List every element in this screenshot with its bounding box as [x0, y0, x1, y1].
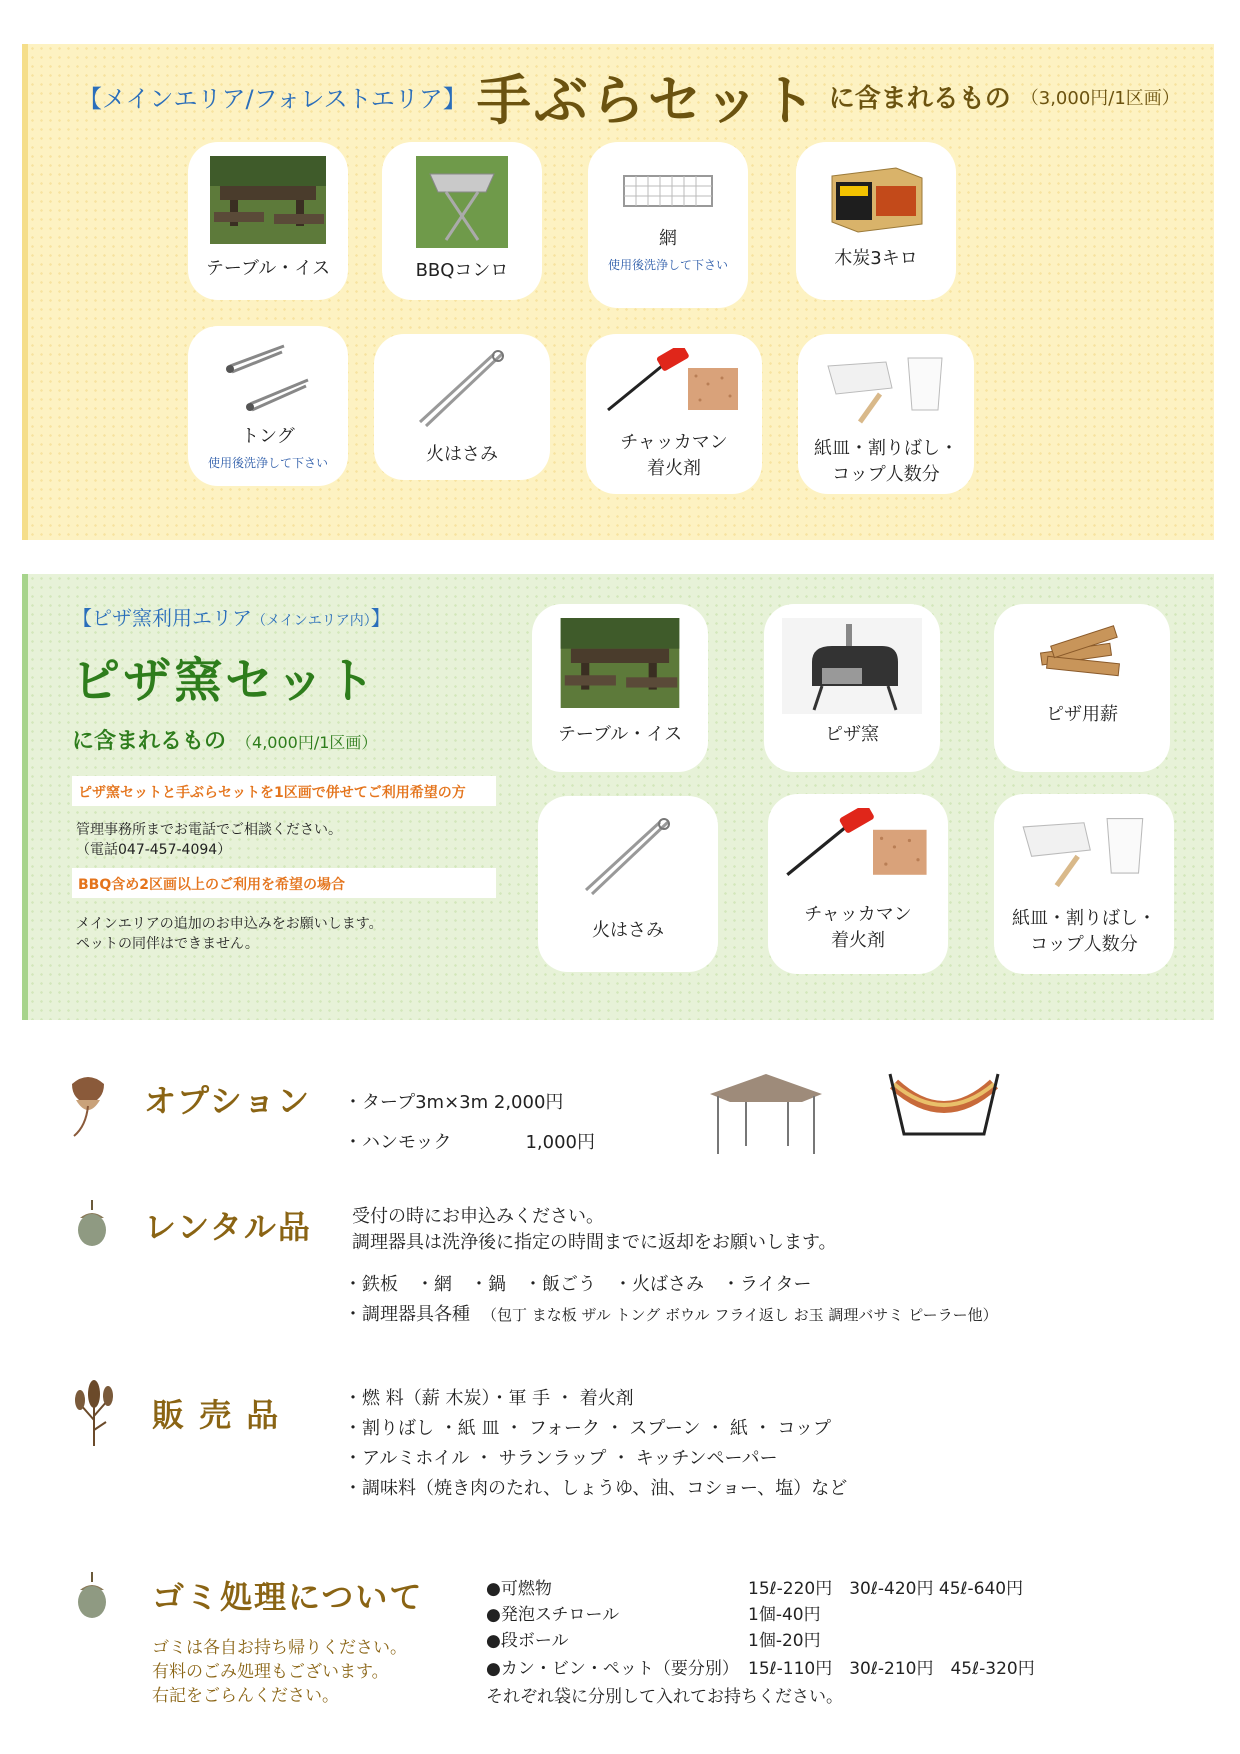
area-label: 【メインエリア/フォレストエリア】	[78, 85, 467, 113]
item-card-bbq-grill	[382, 142, 542, 300]
area-sub-text: （メインエリア内）	[252, 613, 371, 629]
fire-tongs-icon	[414, 348, 510, 432]
bbq-grill-photo-icon	[416, 156, 508, 248]
area-text: 【ピザ窯利用エリア	[72, 606, 252, 630]
item-label: 網	[659, 228, 677, 249]
item-label-2: 着火剤	[831, 930, 885, 951]
sales-line-2: ・割りばし ・紙 皿 ・ フォーク ・ スプーン ・ 紙 ・ コップ	[344, 1418, 832, 1439]
item-card-lighter	[768, 794, 948, 974]
garbage-price: 15ℓ-220円 30ℓ-420円 45ℓ-640円	[748, 1579, 1024, 1599]
item-card-table	[188, 142, 348, 300]
garbage-note-line: ゴミは各自お持ち帰りください。	[152, 1638, 407, 1658]
multi-area-note: BBQ含め2区画以上のご利用を希望の場合	[72, 868, 496, 898]
item-label: BBQコンロ	[415, 260, 509, 281]
table-bench-photo-icon	[559, 618, 681, 708]
item-card-plates	[798, 334, 974, 494]
pizza-set-section	[22, 574, 1214, 1020]
garbage-type: ●可燃物	[486, 1579, 552, 1599]
garbage-row	[486, 1654, 739, 1679]
item-label: チャッカマン	[804, 904, 912, 925]
item-label-2: 着火剤	[647, 458, 701, 479]
acorn-cap-icon	[66, 1070, 110, 1142]
multi-area-text	[76, 914, 383, 954]
pizza-includes	[72, 724, 377, 755]
acorn-icon	[72, 1196, 112, 1254]
pizza-set-title: ピザ窯セット	[72, 653, 379, 709]
item-note: 使用後洗浄して下さい	[607, 258, 728, 272]
rental-return-note: 調理器具は洗浄後に指定の時間までに返却をお願いします。	[352, 1232, 837, 1253]
rental-heading: レンタル品	[144, 1208, 312, 1246]
item-label-2: コップ人数分	[832, 464, 940, 485]
tongs-icon	[220, 340, 316, 414]
item-card-charcoal	[796, 142, 956, 300]
item-card-fire-tongs	[538, 796, 718, 972]
garbage-price: 15ℓ-110円 30ℓ-210円 45ℓ-320円	[748, 1659, 1035, 1679]
combined-use-note: ピザ窯セットと手ぶらセットを1区画で併せてご利用希望の方	[72, 776, 496, 806]
pizza-area-label	[72, 602, 391, 631]
garbage-price: 1個-40円	[748, 1605, 821, 1625]
contact-text	[76, 820, 342, 860]
lighter-firestarter-icon	[604, 348, 744, 422]
hammock-label: ・ハンモック	[344, 1132, 452, 1153]
item-card-firewood	[994, 604, 1170, 772]
item-label: 木炭3キロ	[834, 248, 918, 269]
item-card-fire-tongs	[374, 334, 550, 480]
phone-number: （電話047-457-4094）	[76, 842, 232, 858]
option-tarp: ・タープ3m×3m 2,000円	[344, 1092, 564, 1113]
garbage-note	[152, 1636, 407, 1708]
pizza-set-price: （4,000円/1区画）	[236, 733, 378, 752]
acorn-icon	[72, 1568, 112, 1626]
item-card-plates	[994, 794, 1174, 974]
garbage-note-line: 有料のごみ処理もございます。	[152, 1662, 389, 1682]
firewood-icon	[1037, 618, 1127, 686]
garbage-footer: それぞれ袋に分別して入れてお持ちください。	[486, 1687, 843, 1707]
item-card-table	[532, 604, 708, 772]
item-label: 紙皿・割りばし・	[1012, 908, 1156, 929]
sales-heading: 販 売 品	[152, 1396, 281, 1434]
tebura-set-section	[22, 44, 1214, 540]
cooking-tools-detail: （包丁 まな板 ザル トング ボウル フライ返し お玉 調理バサミ ピーラー他）	[482, 1306, 998, 1324]
hammock-icon	[884, 1070, 1004, 1140]
garbage-row	[486, 1626, 569, 1651]
item-label: テーブル・イス	[557, 724, 683, 745]
garbage-type: ●発泡スチロール	[486, 1605, 620, 1625]
item-label: ピザ窯	[825, 724, 879, 745]
multi-area-line: メインエリアの追加のお申込みをお願いします。	[76, 916, 383, 932]
garbage-row	[486, 1574, 552, 1599]
grill-net-icon	[618, 156, 718, 216]
option-hammock	[344, 1128, 595, 1154]
item-label-2: コップ人数分	[1030, 934, 1138, 955]
item-card-grill-net	[588, 142, 748, 308]
pet-note: ペットの同伴はできません。	[76, 936, 259, 952]
lighter-firestarter-icon	[783, 808, 933, 888]
plate-chopsticks-cup-icon	[1019, 808, 1149, 892]
contact-line: 管理事務所までお電話でご相談ください。	[76, 822, 342, 838]
rental-items: ・鉄板 ・網 ・鍋 ・飯ごう ・火ばさみ ・ライター	[344, 1274, 812, 1295]
garbage-row	[486, 1600, 619, 1625]
includes-text: に含まれるもの	[72, 729, 227, 754]
alder-cone-icon	[72, 1376, 116, 1448]
garbage-price: 1個-20円	[748, 1631, 821, 1651]
garbage-heading: ゴミ処理について	[152, 1578, 424, 1616]
option-heading: オプション	[144, 1082, 312, 1120]
item-card-lighter	[586, 334, 762, 494]
garbage-type: ●段ボール	[486, 1631, 569, 1651]
item-label: トング	[241, 426, 295, 447]
cooking-tools-label: ・調理器具各種	[344, 1304, 470, 1325]
fire-tongs-icon	[580, 810, 676, 906]
item-label: テーブル・イス	[205, 258, 331, 279]
tarp-tent-icon	[706, 1070, 826, 1156]
sales-line-3: ・アルミホイル ・ サランラップ ・ キッチンペーパー	[344, 1448, 778, 1469]
sales-line-1: ・燃 料（薪 木炭）・軍 手 ・ 着火剤	[344, 1388, 634, 1409]
area-end-bracket: 】	[370, 606, 391, 630]
hammock-price: 1,000円	[525, 1132, 595, 1153]
set-title: 手ぶらセット	[476, 69, 819, 132]
sales-line-4: ・調味料（焼き肉のたれ、しょうゆ、油、コショー、塩）など	[344, 1478, 848, 1499]
garbage-note-line: 右記をごらんください。	[152, 1686, 339, 1706]
set-price: （3,000円/1区画）	[1020, 87, 1180, 109]
item-label: 紙皿・割りばし・	[814, 438, 958, 459]
garbage-type: ●カン・ビン・ペット（要分別）	[486, 1659, 739, 1679]
item-label: ピザ用薪	[1046, 704, 1118, 725]
item-label: 火はさみ	[426, 444, 498, 465]
includes-label: に含まれるもの	[828, 84, 1011, 114]
plate-chopsticks-cup-icon	[824, 348, 948, 428]
item-label: チャッカマン	[620, 432, 728, 453]
pizza-oven-icon	[782, 618, 922, 714]
item-card-tongs	[188, 326, 348, 486]
rental-cooking-tools	[344, 1300, 998, 1326]
table-bench-photo-icon	[210, 156, 326, 244]
charcoal-box-icon	[826, 156, 926, 234]
rental-apply-note: 受付の時にお申込みください。	[352, 1206, 604, 1227]
item-card-pizza-oven	[764, 604, 940, 772]
item-label: 火はさみ	[592, 920, 664, 941]
item-note: 使用後洗浄して下さい	[207, 456, 328, 470]
tebura-header	[78, 58, 1180, 135]
